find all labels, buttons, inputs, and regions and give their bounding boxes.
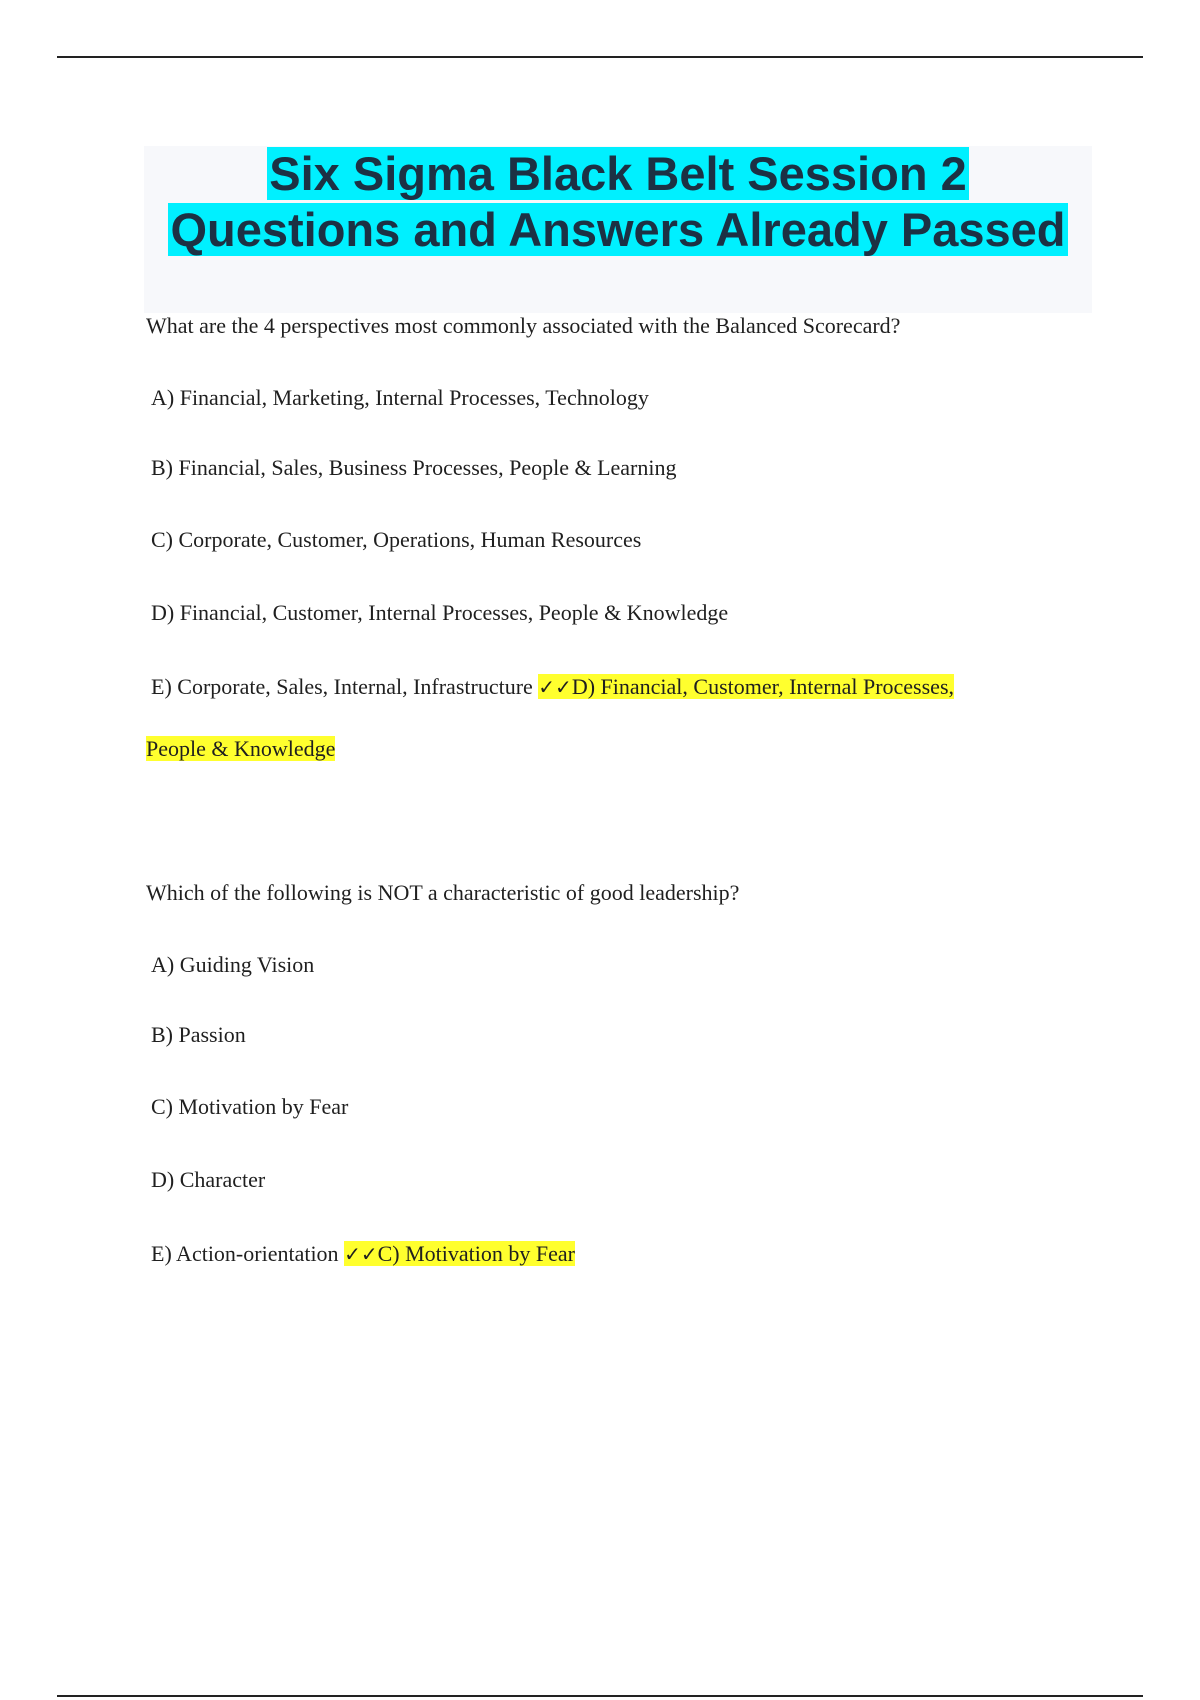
question-2-answer — [344, 1241, 575, 1266]
question-1-option-d: D) Financial, Customer, Internal Processes, People & Knowledge — [151, 600, 729, 625]
question-1-answer-text-2: People & Knowledge — [146, 736, 336, 761]
question-1-option-a: A) Financial, Marketing, Internal Processes, Technology — [151, 385, 649, 410]
question-2-option-e-line — [151, 1241, 575, 1267]
title-block — [144, 146, 1092, 313]
question-1-answer — [538, 674, 954, 699]
top-rule — [57, 56, 1143, 58]
question-1-answer-line-2 — [146, 735, 335, 763]
double-check-icon: ✓✓ — [344, 1242, 378, 1266]
question-2-option-c: C) Motivation by Fear — [151, 1094, 349, 1119]
question-1-text: What are the 4 perspectives most commonly associated with the Balanced Scorecard? — [146, 313, 901, 338]
question-1-option-e: E) Corporate, Sales, Internal, Infrastructure — [151, 674, 533, 699]
title-line-2: Questions and Answers Already Passed — [170, 203, 1066, 256]
question-2-answer-text: C) Motivation by Fear — [377, 1241, 575, 1266]
question-2-option-a: A) Guiding Vision — [151, 952, 315, 977]
question-1-option-e-line — [151, 674, 954, 700]
document-title — [144, 146, 1092, 258]
question-2-option-e: E) Action-orientation — [151, 1241, 339, 1266]
question-2-option-d: D) Character — [151, 1167, 266, 1192]
question-1-option-c: C) Corporate, Customer, Operations, Human Resources — [151, 527, 642, 552]
question-2-text: Which of the following is NOT a characteristic of good leadership? — [146, 880, 740, 905]
question-1-option-b: B) Financial, Sales, Business Processes, People & Learning — [151, 455, 677, 480]
question-1-answer-text: D) Financial, Customer, Internal Processes, — [571, 674, 955, 699]
title-line-1: Six Sigma Black Belt Session 2 — [269, 147, 967, 200]
bottom-rule — [57, 1695, 1143, 1697]
double-check-icon: ✓✓ — [538, 675, 572, 699]
question-2-option-b: B) Passion — [151, 1022, 246, 1047]
